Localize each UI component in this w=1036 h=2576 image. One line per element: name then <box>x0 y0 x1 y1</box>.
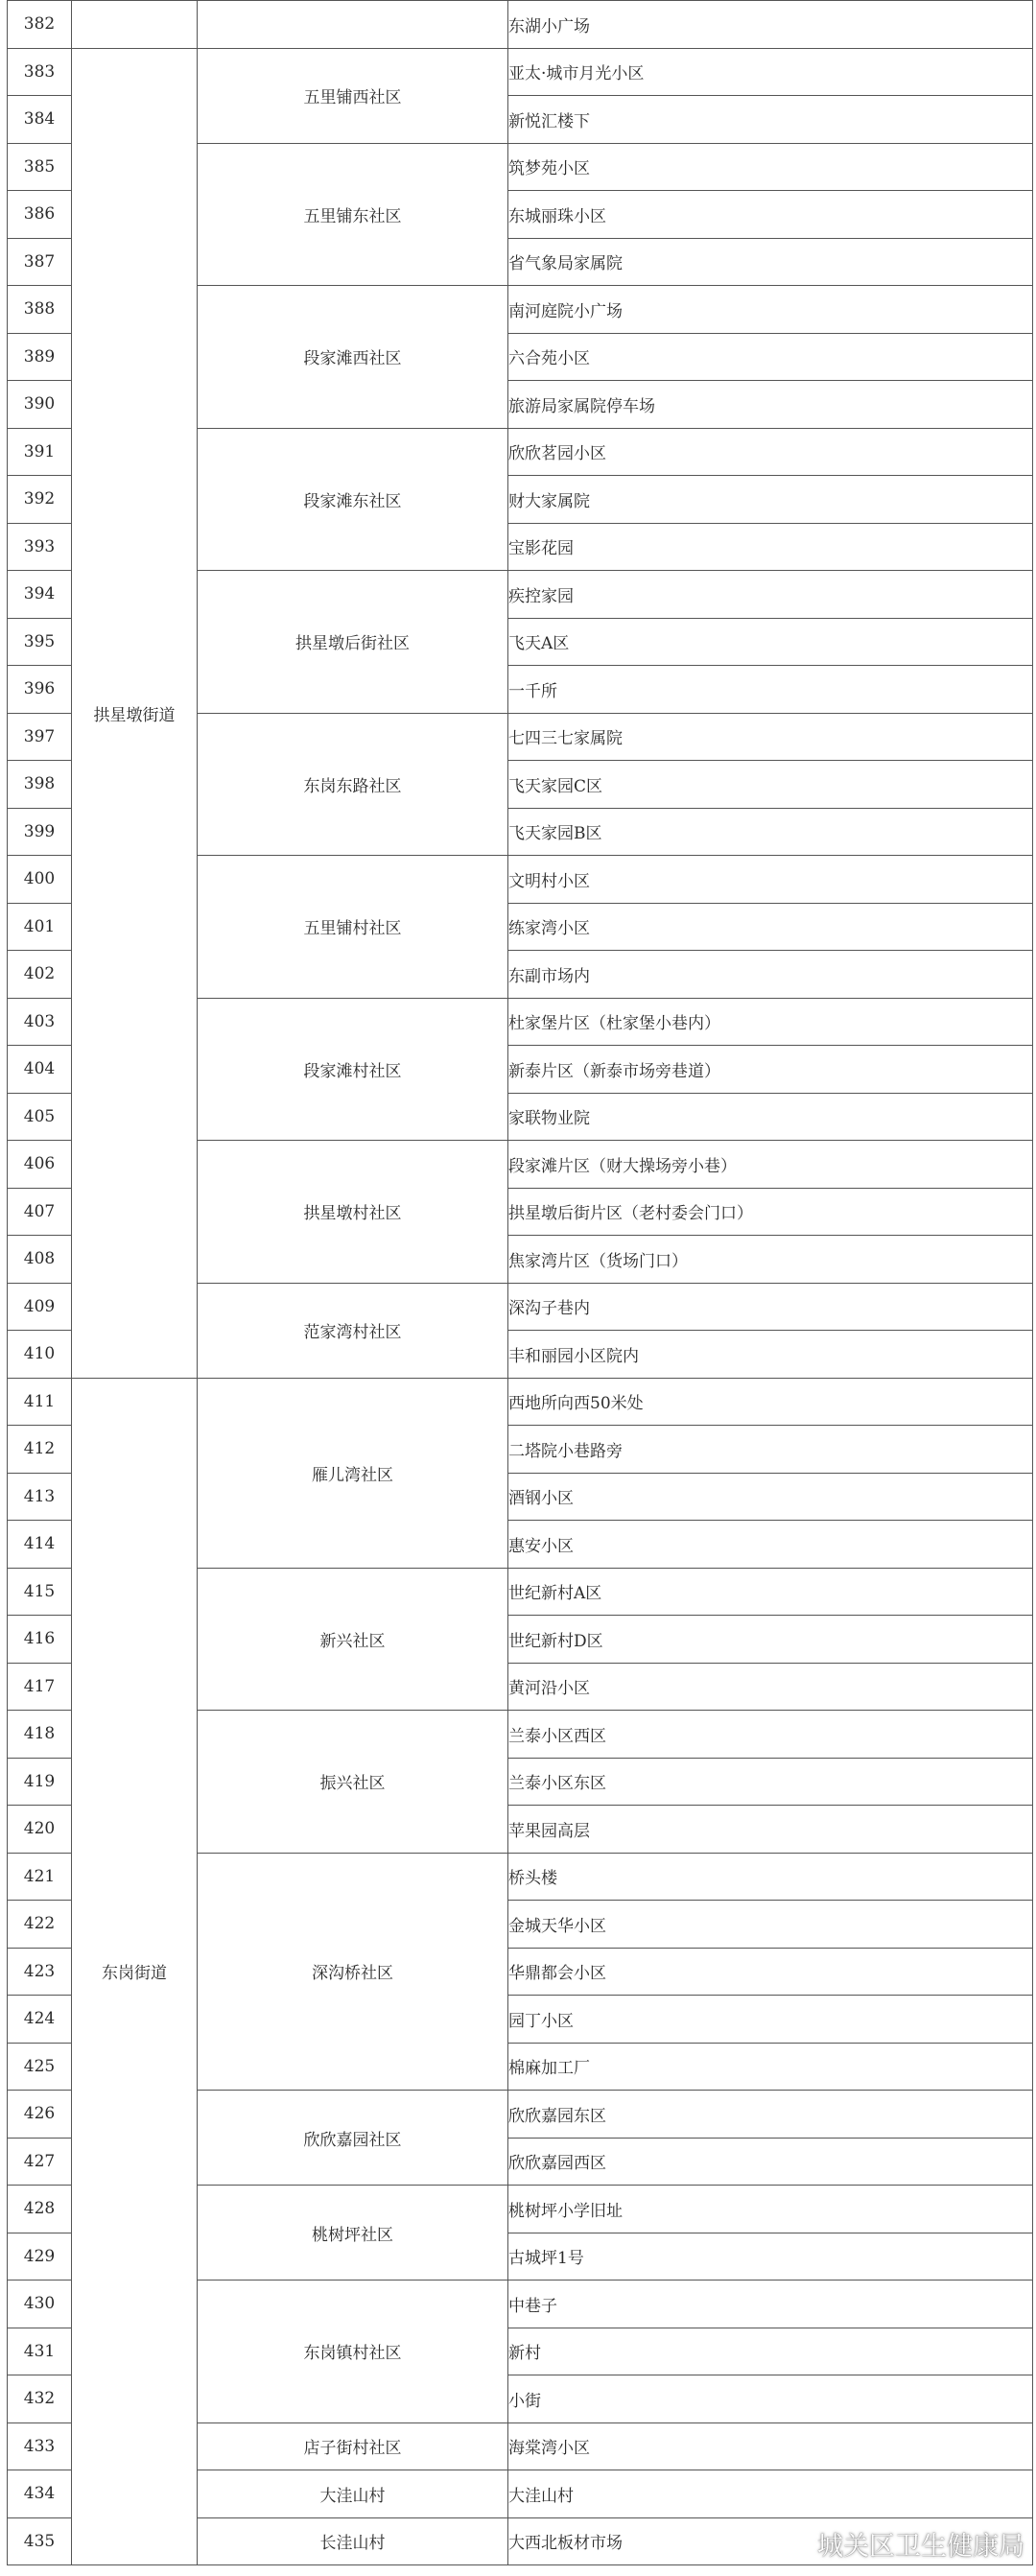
community-cell: 段家滩西社区 <box>198 286 508 429</box>
row-number: 384 <box>8 96 72 144</box>
row-number: 413 <box>8 1473 72 1521</box>
community-cell: 店子街村社区 <box>198 2422 508 2470</box>
row-number: 433 <box>8 2422 72 2470</box>
community-cell: 长洼山村 <box>198 2517 508 2565</box>
site-cell: 宝影花园 <box>508 523 1033 571</box>
community-cell: 五里铺西社区 <box>198 48 508 143</box>
row-number: 418 <box>8 1711 72 1759</box>
table-row <box>8 48 1033 96</box>
row-number: 392 <box>8 476 72 524</box>
site-cell: 中巷子 <box>508 2281 1033 2328</box>
row-number: 385 <box>8 143 72 191</box>
row-number: 399 <box>8 808 72 856</box>
row-number: 387 <box>8 238 72 286</box>
site-cell: 丰和丽园小区院内 <box>508 1331 1033 1379</box>
site-cell: 桥头楼 <box>508 1853 1033 1901</box>
row-number: 434 <box>8 2470 72 2518</box>
site-cell: 园丁小区 <box>508 1996 1033 2044</box>
site-cell: 兰泰小区西区 <box>508 1711 1033 1759</box>
watermark-text: 城关区卫生健康局 <box>817 2532 1024 2562</box>
row-number: 409 <box>8 1283 72 1331</box>
vaccination-site-table <box>7 0 1033 2576</box>
row-number: 432 <box>8 2375 72 2423</box>
site-cell: 文明村小区 <box>508 856 1033 904</box>
community-cell: 五里铺东社区 <box>198 143 508 286</box>
community-cell: 桃树坪社区 <box>198 2186 508 2281</box>
site-cell: 南河庭院小广场 <box>508 286 1033 334</box>
row-number: 406 <box>8 1141 72 1189</box>
row-number: 435 <box>8 2517 72 2565</box>
row-number: 420 <box>8 1806 72 1854</box>
site-cell: 大西北板材市场 <box>508 2517 1033 2565</box>
row-number: 428 <box>8 2186 72 2233</box>
site-cell: 东湖小广场 <box>508 1 1033 49</box>
row-number: 386 <box>8 191 72 239</box>
row-number: 410 <box>8 1331 72 1379</box>
site-cell: 练家湾小区 <box>508 903 1033 951</box>
row-number: 430 <box>8 2281 72 2328</box>
row-number: 426 <box>8 2091 72 2139</box>
wechat-icon <box>767 2528 812 2561</box>
site-cell: 黄河沿小区 <box>508 1663 1033 1711</box>
site-cell: 世纪新村A区 <box>508 1568 1033 1616</box>
row-number: 417 <box>8 1663 72 1711</box>
site-cell: 财大家属院 <box>508 476 1033 524</box>
row-number: 416 <box>8 1616 72 1664</box>
row-number: 414 <box>8 1521 72 1569</box>
site-cell: 六合苑小区 <box>508 333 1033 381</box>
site-cell: 欣欣茗园小区 <box>508 428 1033 476</box>
site-cell: 杜家堡片区（杜家堡小巷内） <box>508 998 1033 1046</box>
site-cell: 世纪新村D区 <box>508 1616 1033 1664</box>
site-cell: 一千所 <box>508 666 1033 714</box>
row-number: 391 <box>8 428 72 476</box>
site-cell: 亚太·城市月光小区 <box>508 48 1033 96</box>
row-number: 422 <box>8 1901 72 1949</box>
row-number: 412 <box>8 1426 72 1474</box>
watermark <box>767 2525 1024 2563</box>
site-cell: 小街 <box>508 2375 1033 2423</box>
site-cell: 兰泰小区东区 <box>508 1758 1033 1806</box>
community-cell: 雁儿湾社区 <box>198 1378 508 1568</box>
row-number: 421 <box>8 1853 72 1901</box>
row-number: 415 <box>8 1568 72 1616</box>
site-cell: 段家滩片区（财大操场旁小巷） <box>508 1141 1033 1189</box>
site-cell: 欣欣嘉园西区 <box>508 2138 1033 2186</box>
row-number: 431 <box>8 2328 72 2375</box>
site-cell: 飞天家园B区 <box>508 808 1033 856</box>
site-cell: 省气象局家属院 <box>508 238 1033 286</box>
row-number: 397 <box>8 713 72 761</box>
row-number: 408 <box>8 1236 72 1284</box>
row-number: 383 <box>8 48 72 96</box>
row-number: 403 <box>8 998 72 1046</box>
row-number: 393 <box>8 523 72 571</box>
community-cell: 五里铺村社区 <box>198 856 508 999</box>
site-cell: 新村 <box>508 2328 1033 2375</box>
site-cell: 筑梦苑小区 <box>508 143 1033 191</box>
table-row <box>8 1378 1033 1426</box>
row-number: 425 <box>8 2043 72 2091</box>
site-cell: 旅游局家属院停车场 <box>508 381 1033 429</box>
table-row <box>8 1 1033 49</box>
row-number: 389 <box>8 333 72 381</box>
community-cell: 拱星墩后街社区 <box>198 571 508 714</box>
site-cell: 飞天A区 <box>508 618 1033 666</box>
site-table <box>7 0 1033 2565</box>
row-number: 405 <box>8 1093 72 1141</box>
site-cell: 七四三七家属院 <box>508 713 1033 761</box>
row-number: 398 <box>8 761 72 809</box>
row-number: 382 <box>8 1 72 49</box>
row-number: 388 <box>8 286 72 334</box>
site-cell: 华鼎都会小区 <box>508 1948 1033 1996</box>
row-number: 407 <box>8 1188 72 1236</box>
row-number: 411 <box>8 1378 72 1426</box>
community-cell: 范家湾村社区 <box>198 1283 508 1378</box>
community-cell: 拱星墩村社区 <box>198 1141 508 1284</box>
row-number: 427 <box>8 2138 72 2186</box>
community-cell: 新兴社区 <box>198 1568 508 1711</box>
site-cell: 海棠湾小区 <box>508 2422 1033 2470</box>
community-cell: 深沟桥社区 <box>198 1853 508 2091</box>
site-cell: 欣欣嘉园东区 <box>508 2091 1033 2139</box>
site-cell: 东副市场内 <box>508 951 1033 999</box>
community-cell: 段家滩村社区 <box>198 998 508 1141</box>
site-cell: 西地所向西50米处 <box>508 1378 1033 1426</box>
site-cell: 古城坪1号 <box>508 2233 1033 2281</box>
row-number: 390 <box>8 381 72 429</box>
site-cell: 大洼山村 <box>508 2470 1033 2518</box>
community-cell <box>198 1 508 49</box>
site-cell: 金城天华小区 <box>508 1901 1033 1949</box>
row-number: 402 <box>8 951 72 999</box>
site-cell: 桃树坪小学旧址 <box>508 2186 1033 2233</box>
row-number: 423 <box>8 1948 72 1996</box>
site-cell: 苹果园高层 <box>508 1806 1033 1854</box>
site-cell: 惠安小区 <box>508 1521 1033 1569</box>
community-cell: 欣欣嘉园社区 <box>198 2091 508 2186</box>
site-cell: 拱星墩后街片区（老村委会门口） <box>508 1188 1033 1236</box>
community-cell: 东岗镇村社区 <box>198 2281 508 2423</box>
site-cell: 酒钢小区 <box>508 1473 1033 1521</box>
community-cell: 振兴社区 <box>198 1711 508 1854</box>
community-cell: 大洼山村 <box>198 2470 508 2518</box>
site-cell: 新悦汇楼下 <box>508 96 1033 144</box>
row-number: 394 <box>8 571 72 619</box>
row-number: 395 <box>8 618 72 666</box>
row-number: 400 <box>8 856 72 904</box>
site-cell: 疾控家园 <box>508 571 1033 619</box>
row-number: 424 <box>8 1996 72 2044</box>
row-number: 429 <box>8 2233 72 2281</box>
site-cell: 家联物业院 <box>508 1093 1033 1141</box>
community-cell: 东岗东路社区 <box>198 713 508 856</box>
site-cell: 深沟子巷内 <box>508 1283 1033 1331</box>
site-cell: 棉麻加工厂 <box>508 2043 1033 2091</box>
site-cell: 东城丽珠小区 <box>508 191 1033 239</box>
community-cell: 段家滩东社区 <box>198 428 508 571</box>
street-cell: 东岗街道 <box>72 1378 198 2565</box>
site-cell: 新泰片区（新泰市场旁巷道） <box>508 1046 1033 1094</box>
row-number: 401 <box>8 903 72 951</box>
street-cell <box>72 1 198 49</box>
site-cell: 焦家湾片区（货场门口） <box>508 1236 1033 1284</box>
site-cell: 飞天家园C区 <box>508 761 1033 809</box>
street-cell: 拱星墩街道 <box>72 48 198 1378</box>
row-number: 396 <box>8 666 72 714</box>
site-cell: 二塔院小巷路旁 <box>508 1426 1033 1474</box>
row-number: 404 <box>8 1046 72 1094</box>
row-number: 419 <box>8 1758 72 1806</box>
